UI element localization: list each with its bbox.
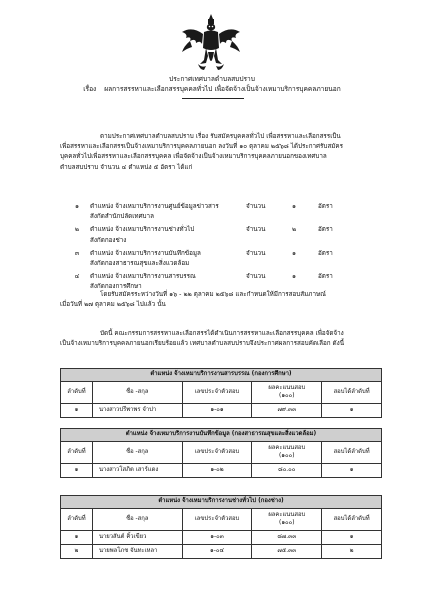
table-row	[61, 545, 382, 559]
cell-name: นางสาวโสภิต เสาร์แดง	[92, 464, 182, 478]
table-title: ตำแหน่ง จ้างเหมาบริการงานสารบรรณ (กองการศึกษา)	[61, 369, 382, 382]
application-line: โดยรับสมัครระหว่างวันที่ ๑๖ - ๒๒ ตุลาคม ๒๕๖๘ และกำหนดให้มีการสอบสัมภาษณ์	[100, 291, 326, 298]
table-row	[61, 531, 382, 545]
col-header-name: ชื่อ -สกุล	[92, 442, 182, 464]
results-table	[60, 368, 382, 418]
col-header-score: ผลคะแนนสอบ (๑๐๐)	[252, 442, 322, 464]
position-number: ๒	[74, 226, 80, 234]
col-header-no: ลำดับที่	[61, 509, 93, 531]
garuda-emblem	[178, 12, 244, 76]
position-count: ๑	[292, 203, 296, 210]
cell-place: ๑	[322, 404, 382, 418]
position-number: ๔	[74, 273, 80, 281]
table-header-row	[61, 382, 382, 404]
cell-score: ๘๗.๓๓	[252, 531, 322, 545]
cell-no: ๒	[61, 545, 93, 559]
col-header-score: ผลคะแนนสอบ (๑๐๐)	[252, 509, 322, 531]
cell-name: นายพลโภช จันทะเหลา	[92, 545, 182, 559]
cell-exam-no: ๑-๐๓	[182, 531, 252, 545]
col-header-no: ลำดับที่	[61, 442, 93, 464]
table-header-row	[61, 442, 382, 464]
col-header-score: ผลคะแนนสอบ (๑๐๐)	[252, 382, 322, 404]
position-count-unit: อัตรา	[318, 226, 333, 234]
header-divider	[182, 98, 244, 99]
table-title-row	[61, 496, 382, 509]
position-unit: สังกัดสำนักปลัดเทศบาล	[90, 213, 154, 221]
application-paragraph	[60, 290, 382, 310]
cell-place: ๑	[322, 464, 382, 478]
cell-exam-no: ๑-๐๒	[182, 464, 252, 478]
cell-name: นางสาวปรีพาพร จำปา	[92, 404, 182, 418]
position-count-label: จำนวน	[246, 226, 266, 234]
application-line: เมื่อวันที่ ๒๗ ตุลาคม ๒๕๖๘ ไปแล้ว นั้น	[60, 301, 166, 309]
col-header-place: สอบได้ลำดับที่	[322, 509, 382, 531]
position-title: ตำแหน่ง จ้างเหมาบริการงานศูนย์ข้อมูลข่าวสาร	[90, 203, 219, 210]
cell-score: ๘๐.๐๐	[252, 464, 322, 478]
cell-no: ๑	[61, 404, 93, 418]
result-line: เป็นจ้างเหมาบริการบุคคลภายนอกเรียบร้อยแล้ว เทศบาลตำบลสบปราบจึงประกาศผลการสอบคัดเลือก ดังนี้	[60, 340, 345, 348]
cell-place: ๒	[322, 545, 382, 559]
col-header-name: ชื่อ -สกุล	[92, 382, 182, 404]
intro-line: เพื่อสรรหาและเลือกสรรเป็นจ้างเหมาบริการบุคคลภายนอก ลงวันที่ ๑๐ ตุลาคม ๒๕๖๘ ได้ประกาศรับสมัคร	[60, 143, 344, 151]
results-table	[60, 495, 382, 559]
position-item	[70, 225, 370, 245]
table-row	[61, 404, 382, 418]
cell-place: ๑	[322, 531, 382, 545]
cell-name: นายวสันต์ คิ้วเขียว	[92, 531, 182, 545]
positions-list	[70, 202, 370, 296]
position-item	[70, 202, 370, 222]
table-title-row	[61, 429, 382, 442]
result-line: บัดนี้ คณะกรรมการสรรหาและเลือกสรรได้ดำเนินการสรรหาและเลือกสรรบุคคล เพื่อจัดจ้าง	[100, 330, 344, 337]
intro-line: ตำบลสบปราบ จำนวน ๔ ตำแหน่ง ๕ อัตรา ได้แก่	[60, 163, 193, 171]
position-count-label: จำนวน	[246, 203, 266, 210]
intro-paragraph	[60, 132, 382, 173]
position-count-unit: อัตรา	[318, 249, 333, 257]
cell-score: ๗๙.๓๓	[252, 404, 322, 418]
col-header-no: ลำดับที่	[61, 382, 93, 404]
table-row	[61, 464, 382, 478]
position-item	[70, 249, 370, 269]
intro-line: ตามประกาศเทศบาลตำบลสบปราบ เรื่อง รับสมัครบุคคลทั่วไป เพื่อสรรหาและเลือกสรรเป็น	[100, 133, 341, 140]
table-title: ตำแหน่ง จ้างเหมาบริการงานบันทึกข้อมูล (กองสาธารณสุขและสิ่งแวดล้อม)	[61, 429, 382, 442]
position-title: ตำแหน่ง จ้างเหมาบริการงานสารบรรณ	[90, 273, 196, 281]
table-title-row	[61, 369, 382, 382]
position-count: ๑	[292, 273, 296, 281]
position-count-unit: อัตรา	[318, 203, 333, 210]
position-title: ตำแหน่ง จ้างเหมาบริการงานบันทึกข้อมูล	[90, 249, 201, 257]
position-count: ๑	[292, 249, 296, 257]
cell-exam-no: ๑-๐๔	[182, 545, 252, 559]
cell-score: ๗๕.๓๓	[252, 545, 322, 559]
subject-label: เรื่อง	[83, 85, 97, 93]
col-header-exam-no: เลขประจำตัวสอบ	[182, 442, 252, 464]
col-header-exam-no: เลขประจำตัวสอบ	[182, 509, 252, 531]
cell-exam-no: ๑-๐๑	[182, 404, 252, 418]
announcement-org: ประกาศเทศบาลตำบลสบปราบ	[169, 75, 255, 83]
position-count-unit: อัตรา	[318, 273, 333, 281]
position-unit: สังกัดกองการศึกษา	[90, 283, 142, 291]
table-title: ตำแหน่ง จ้างเหมาบริการงานช่างทั่วไป (กองช่าง)	[61, 496, 382, 509]
table-header-row	[61, 509, 382, 531]
cell-no: ๑	[61, 464, 93, 478]
announcement-subject	[0, 85, 424, 93]
position-count-label: จำนวน	[246, 273, 266, 281]
position-number: ๑	[75, 203, 79, 210]
col-header-place: สอบได้ลำดับที่	[322, 442, 382, 464]
subject-text: ผลการสรรหาและเลือกสรรบุคคลทั่วไป เพื่อจัดจ้างเป็นจ้างเหมาบริการบุคคลภายนอก	[104, 85, 341, 93]
position-count-label: จำนวน	[246, 249, 266, 257]
col-header-place: สอบได้ลำดับที่	[322, 382, 382, 404]
col-header-exam-no: เลขประจำตัวสอบ	[182, 382, 252, 404]
cell-no: ๑	[61, 531, 93, 545]
position-unit: สังกัดกองสาธารณสุขและสิ่งแวดล้อม	[90, 260, 190, 268]
position-unit: สังกัดกองช่าง	[90, 236, 127, 244]
position-count: ๒	[292, 226, 297, 234]
position-title: ตำแหน่ง จ้างเหมาบริการงานช่างทั่วไป	[90, 226, 195, 234]
position-number: ๓	[74, 249, 80, 257]
col-header-name: ชื่อ -สกุล	[92, 509, 182, 531]
intro-line: บุคคลทั่วไปเพื่อสรรหาและเลือกสรรบุคคล เพื่อจัดจ้างเป็นจ้างเหมาบริการบุคคลภายนอกของเทศบาล	[60, 153, 327, 161]
result-paragraph	[60, 329, 382, 349]
results-table	[60, 428, 382, 478]
